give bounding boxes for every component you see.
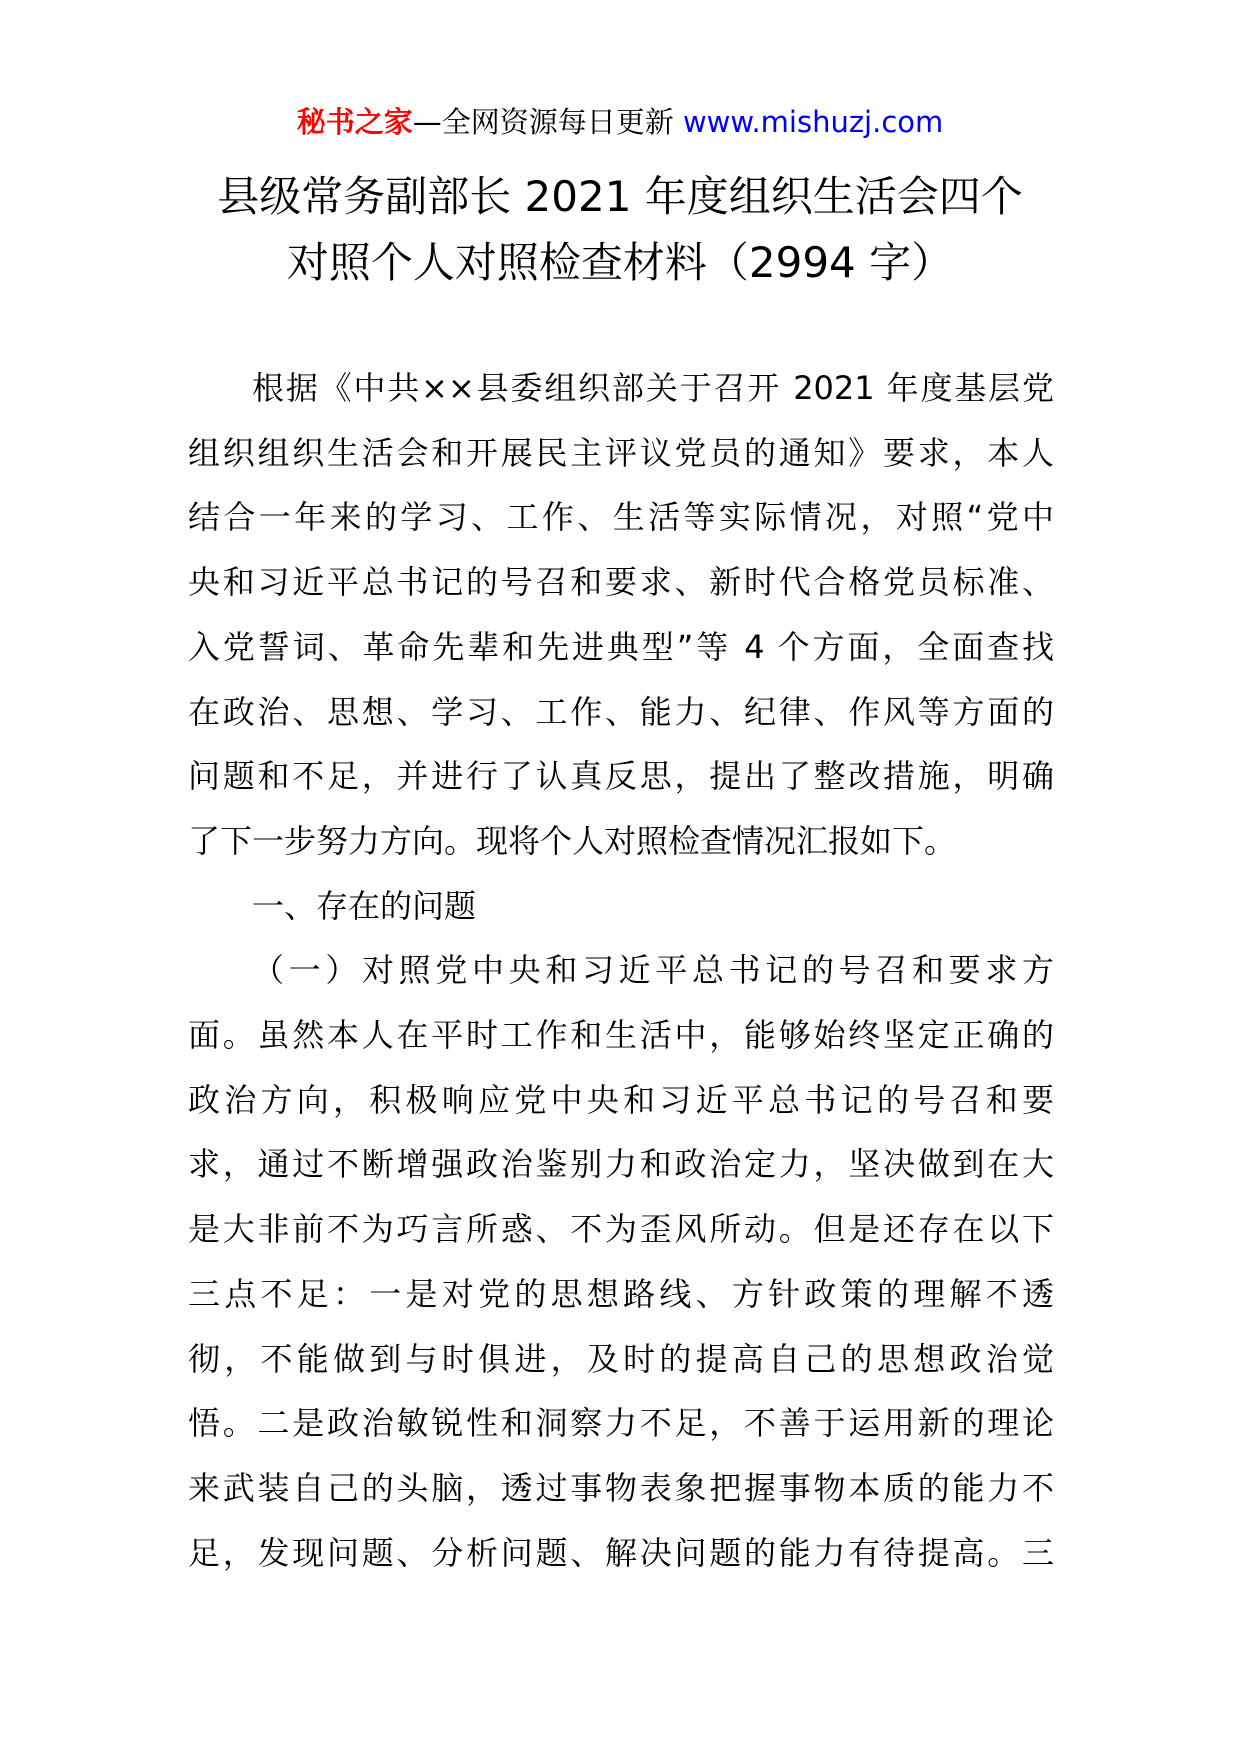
site-header xyxy=(0,102,1240,142)
title-line: 对照个人对照检查材料（2994 字） xyxy=(286,238,954,287)
text-line: 政治方向，积极响应党中央和习近平总书记的号召和要 xyxy=(188,1080,1054,1119)
text-line: 了下一步努力方向。现将个人对照检查情况汇报如下。 xyxy=(188,821,957,860)
text-line: 结合一年来的学习、工作、生活等实际情况，对照“党中 xyxy=(188,498,1054,537)
text-line: 三点不足：一是对党的思想路线、方针政策的理解不透 xyxy=(188,1274,1054,1313)
site-tagline: —全网资源每日更新 xyxy=(412,105,683,139)
text-line: 在政治、思想、学习、工作、能力、纪律、作风等方面的 xyxy=(188,692,1054,731)
text-line: 根据《中共××县委组织部关于召开 2021 年度基层党 xyxy=(252,369,1054,407)
text-line: 问题和不足，并进行了认真反思，提出了整改措施，明确 xyxy=(188,757,1054,796)
text-line: 来武装自己的头脑，透过事物表象把握事物本质的能力不 xyxy=(188,1468,1054,1507)
title-line: 县级常务副部长 2021 年度组织生活会四个 xyxy=(217,172,1023,221)
text-line: （一）对照党中央和习近平总书记的号召和要求方 xyxy=(252,951,1054,990)
body-paragraph xyxy=(188,938,1054,1585)
text-line: 悟。二是政治敏锐性和洞察力不足，不善于运用新的理论 xyxy=(188,1404,1054,1443)
text-line: 入党誓词、革命先辈和先进典型”等 4 个方面，全面查找 xyxy=(188,627,1054,666)
text-line: 一、存在的问题 xyxy=(252,886,477,925)
text-line: 面。虽然本人在平时工作和生活中，能够始终坚定正确的 xyxy=(188,1016,1054,1055)
text-line: 彻，不能做到与时俱进，及时的提高自己的思想政治觉 xyxy=(188,1339,1054,1378)
document-title xyxy=(150,164,1090,296)
site-url-link[interactable]: www.mishuzj.com xyxy=(682,105,944,139)
text-line: 央和习近平总书记的号召和要求、新时代合格党员标准、 xyxy=(188,563,1054,602)
text-line: 足，发现问题、分析问题、解决问题的能力有待提高。三 xyxy=(188,1533,1054,1572)
section-heading xyxy=(188,874,1054,939)
document-body xyxy=(188,356,1054,1585)
site-brand: 秘书之家 xyxy=(296,105,413,139)
text-line: 求，通过不断增强政治鉴别力和政治定力，坚决做到在大 xyxy=(188,1145,1054,1184)
text-line: 是大非前不为巧言所惑、不为歪风所动。但是还存在以下 xyxy=(188,1210,1054,1249)
text-line: 组织组织生活会和开展民主评议党员的通知》要求，本人 xyxy=(188,433,1054,472)
intro-paragraph xyxy=(188,356,1054,874)
